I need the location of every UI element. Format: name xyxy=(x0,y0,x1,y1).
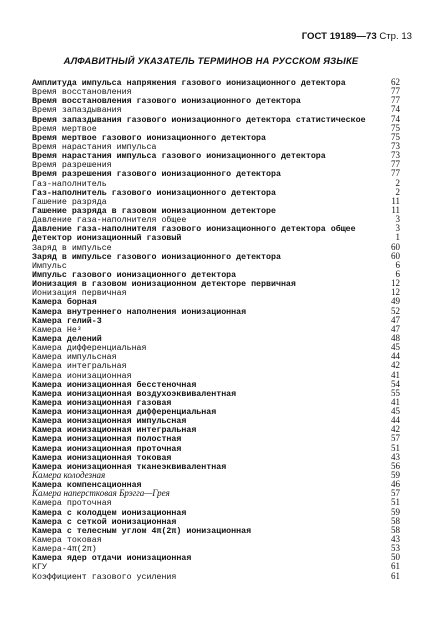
index-entry xyxy=(32,407,400,416)
entry-page-number: 12 xyxy=(391,288,400,298)
index-entry xyxy=(32,133,400,142)
entry-term: Давление газа-наполнителя общее xyxy=(32,216,187,225)
entry-term: Камера ионизационная проточная xyxy=(32,444,182,453)
entry-page-number: 53 xyxy=(391,544,400,554)
entry-term: Камера борная xyxy=(32,298,97,307)
entry-page-number: 55 xyxy=(391,388,400,398)
page-header xyxy=(0,31,412,42)
entry-page-number: 42 xyxy=(391,361,400,371)
index-entry xyxy=(32,572,400,581)
entry-page-number: 54 xyxy=(391,379,400,389)
index-entry xyxy=(32,297,400,306)
entry-term: Ионизация в газовом ионизационном детекторе первичная xyxy=(32,280,296,289)
entry-page-number: 11 xyxy=(391,205,400,215)
entry-term: Газ-наполнитель xyxy=(32,179,107,188)
entry-page-number: 46 xyxy=(391,480,400,490)
entry-page-number: 77 xyxy=(391,87,400,97)
index-entry xyxy=(32,243,400,252)
index-entry xyxy=(32,398,400,407)
entry-term: Камера наперстковая Брэгга—Грея xyxy=(32,489,170,499)
entry-term: Камера ионизационная xyxy=(32,371,132,380)
entry-page-number: 74 xyxy=(391,114,400,124)
entry-term: Камера-4π(2π) xyxy=(32,545,97,554)
index-entry xyxy=(32,544,400,553)
entry-page-number: 2 xyxy=(395,178,400,188)
entry-term: Камера ионизационная бесстеночная xyxy=(32,380,197,389)
entry-page-number: 73 xyxy=(391,151,400,161)
entry-page-number: 3 xyxy=(395,224,400,234)
entry-page-number: 60 xyxy=(391,242,400,252)
entry-page-number: 75 xyxy=(391,132,400,142)
entry-term: Камера ионизационная газовая xyxy=(32,398,172,408)
entry-page-number: 43 xyxy=(391,452,400,462)
entry-page-number: 52 xyxy=(391,306,400,316)
entry-term: Время запаздывания xyxy=(32,106,122,115)
entry-page-number: 44 xyxy=(391,416,400,426)
index-entry xyxy=(32,361,400,370)
index-entry xyxy=(32,343,400,352)
entry-page-number: 6 xyxy=(395,269,400,279)
entry-term: Газ-наполнитель газового ионизационного детектора xyxy=(32,188,276,197)
index-entry xyxy=(32,434,400,443)
index-entry xyxy=(32,389,400,398)
entry-term: Гашение разряда xyxy=(32,197,107,206)
entry-page-number: 74 xyxy=(391,105,400,115)
index-entry xyxy=(32,124,400,133)
index-entry xyxy=(32,508,400,517)
entry-page-number: 1 xyxy=(395,233,400,243)
entry-page-number: 44 xyxy=(391,352,400,362)
entry-term: Время разрешения xyxy=(32,161,112,170)
entry-page-number: 11 xyxy=(391,196,400,206)
index-entry xyxy=(32,169,400,178)
entry-term: Камера внутреннего наполнения ионизационная xyxy=(32,307,247,316)
entry-page-number: 60 xyxy=(391,251,400,261)
entry-term: Амплитуда импульса напряжения газового ионизационного детектора xyxy=(32,79,346,88)
entry-page-number: 6 xyxy=(395,260,400,270)
index-title: АЛФАВИТНЫЙ УКАЗАТЕЛЬ ТЕРМИНОВ НА РУССКОМ ЯЗЫКЕ xyxy=(63,55,359,66)
entry-term: Камера колодезная xyxy=(32,471,106,481)
entry-term: Заряд в импульсе газового ионизационного детектора xyxy=(32,252,281,261)
index-entry xyxy=(32,553,400,562)
entry-term: Камера токовая xyxy=(32,536,102,545)
entry-term: Гашение разряда в газовом ионизационном детекторе xyxy=(32,206,276,216)
index-entry xyxy=(32,233,400,242)
entry-term: Камера компенсационная xyxy=(32,481,142,490)
entry-term: Камера с телесным углом 4π(2π) ионизационная xyxy=(32,526,252,536)
index-entry xyxy=(32,371,400,380)
index-entry xyxy=(32,288,400,297)
entry-term: Камера делений xyxy=(32,334,102,344)
entry-page-number: 41 xyxy=(391,397,400,407)
entry-term: Камера ионизационная импульсная xyxy=(32,417,187,426)
entry-term: Время нарастания импульса xyxy=(32,142,157,152)
index-entry xyxy=(32,96,400,105)
index-entry xyxy=(32,462,400,471)
entry-term: Время разрешения газового ионизационного детектора xyxy=(32,170,281,179)
index-entry xyxy=(32,206,400,215)
entry-page-number: 73 xyxy=(391,141,400,151)
index-entry xyxy=(32,480,400,489)
index-entry xyxy=(32,279,400,288)
entry-term: Камера импульсная xyxy=(32,353,117,362)
entry-page-number: 2 xyxy=(395,187,400,197)
standard-number: ГОСТ 19189—73 xyxy=(301,31,377,42)
index-entry xyxy=(32,261,400,270)
index-entry xyxy=(32,535,400,544)
index-entry xyxy=(32,498,400,507)
entry-term: Камера проточная xyxy=(32,499,112,508)
index-entry xyxy=(32,325,400,334)
index-entry xyxy=(32,526,400,535)
entry-term: Давление газа-наполнителя газового ионизационного детектора общее xyxy=(32,225,356,234)
index-entry xyxy=(32,562,400,571)
entry-term: Коэффициент газового усиления xyxy=(32,572,177,581)
index-entry xyxy=(32,142,400,151)
entry-term: Камера ионизационная полостная xyxy=(32,435,182,444)
index-entry xyxy=(32,224,400,233)
entry-page-number: 41 xyxy=(391,370,400,380)
index-entry xyxy=(32,416,400,425)
entry-page-number: 77 xyxy=(391,169,400,179)
entry-page-number: 59 xyxy=(391,471,400,481)
entry-term: Камера дифференциальная xyxy=(32,344,147,353)
index-entry xyxy=(32,151,400,160)
entry-term: Время мертвое xyxy=(32,124,97,133)
entry-page-number: 56 xyxy=(391,461,400,471)
entry-term: Время нарастания импульса газового ионизационного детектора xyxy=(32,152,326,161)
entry-term: Камера ионизационная воздухоэквивалентная xyxy=(32,389,237,398)
entry-term: Время мертвое газового ионизационного детектора xyxy=(32,133,267,142)
index-entry xyxy=(32,78,400,87)
index-entry xyxy=(32,380,400,389)
entry-page-number: 43 xyxy=(391,535,400,545)
entry-term: Камера ионизационная токовая xyxy=(32,453,172,462)
entry-page-number: 49 xyxy=(391,297,400,307)
entry-page-number: 3 xyxy=(395,215,400,225)
entry-page-number: 61 xyxy=(391,571,400,581)
entry-term: Детектор ионизационный газовый xyxy=(32,234,182,243)
entry-page-number: 77 xyxy=(391,160,400,170)
entry-term: Камера ионизационная дифференциальная xyxy=(32,408,217,417)
entry-page-number: 57 xyxy=(391,434,400,444)
index-entry xyxy=(32,444,400,453)
entry-term: КГУ xyxy=(32,563,47,572)
entry-term: Камера гелий-3 xyxy=(32,316,102,325)
index-entry xyxy=(32,425,400,434)
entry-term: Импульс газового ионизационного детектора xyxy=(32,270,237,280)
entry-page-number: 48 xyxy=(391,333,400,343)
entry-page-number: 50 xyxy=(391,553,400,563)
entry-term: Камера с колодцем ионизационная xyxy=(32,508,187,517)
index-entry xyxy=(32,352,400,361)
entry-term: Время восстановления газового ионизационного детектора xyxy=(32,97,301,106)
index-entry xyxy=(32,188,400,197)
entry-page-number: 58 xyxy=(391,516,400,526)
entry-page-number: 47 xyxy=(391,315,400,325)
entry-term: Камера He³ xyxy=(32,325,82,334)
index-entry xyxy=(32,160,400,169)
entry-term: Импульс xyxy=(32,261,67,270)
term-index-list xyxy=(32,78,400,581)
entry-page-number: 45 xyxy=(391,407,400,417)
entry-page-number: 51 xyxy=(391,443,400,453)
entry-page-number: 58 xyxy=(391,525,400,535)
entry-term: Камера интегральная xyxy=(32,362,127,371)
index-entry xyxy=(32,252,400,261)
entry-page-number: 77 xyxy=(391,96,400,106)
entry-page-number: 42 xyxy=(391,425,400,435)
index-entry xyxy=(32,453,400,462)
entry-page-number: 75 xyxy=(391,123,400,133)
entry-term: Камера ионизационная интегральная xyxy=(32,426,197,435)
entry-page-number: 59 xyxy=(391,507,400,517)
index-entry xyxy=(32,307,400,316)
entry-term: Камера ядер отдачи ионизационная xyxy=(32,554,192,563)
index-entry xyxy=(32,87,400,96)
entry-term: Камера с сеткой ионизационная xyxy=(32,517,177,526)
entry-term: Заряд в импульсе xyxy=(32,243,112,252)
entry-page-number: 61 xyxy=(391,562,400,572)
index-entry xyxy=(32,334,400,343)
entry-page-number: 57 xyxy=(391,489,400,499)
entry-term: Ионизация первичная xyxy=(32,289,127,298)
entry-page-number: 51 xyxy=(391,498,400,508)
entry-page-number: 47 xyxy=(391,324,400,334)
entry-page-number: 45 xyxy=(391,343,400,353)
index-entry xyxy=(32,179,400,188)
page-number: Стр. 13 xyxy=(379,31,412,42)
index-entry xyxy=(32,215,400,224)
index-entry xyxy=(32,105,400,114)
entry-page-number: 62 xyxy=(391,78,400,87)
index-entry xyxy=(32,489,400,498)
index-entry xyxy=(32,517,400,526)
index-entry xyxy=(32,316,400,325)
entry-term: Камера ионизационная тканеэквивалентная xyxy=(32,462,227,472)
index-entry xyxy=(32,115,400,124)
entry-term: Время восстановления xyxy=(32,88,132,97)
entry-page-number: 12 xyxy=(391,279,400,289)
index-entry xyxy=(32,197,400,206)
entry-term: Время запаздывания газового ионизационного детектора статистическое xyxy=(32,115,366,124)
index-entry xyxy=(32,270,400,279)
index-entry xyxy=(32,471,400,480)
